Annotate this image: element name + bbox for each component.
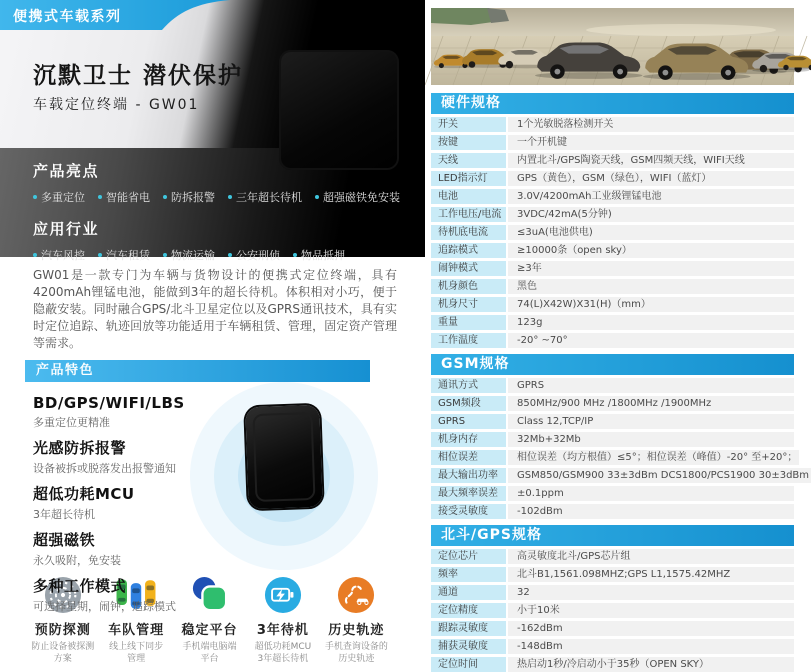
bullet-dot-icon	[33, 195, 37, 199]
spec-value: ≥10000条（open sky）	[508, 243, 794, 258]
spec-value: GSM850/GSM900 33±3dBm DCS1800/PCS1900 30±3dBm	[508, 468, 811, 483]
table-row	[431, 171, 794, 186]
spec-value: ±0.1ppm	[508, 486, 794, 501]
benefit-title: 历史轨迹	[320, 619, 393, 638]
spec-value: GPS（黄色），GSM（绿色），WIFI（蓝灯）	[508, 171, 794, 186]
spec-value: 74(L)X42W)X31(H)（mm）	[508, 297, 794, 312]
feature-title: 超低功耗MCU	[33, 483, 425, 504]
benefit-title: 车队管理	[99, 619, 172, 638]
benefit-standby: 3年待机 超低功耗MCU 3年超长待机	[246, 575, 319, 665]
feature-item	[33, 529, 425, 568]
spec-value: 北斗B1,1561.098MHZ;GPS L1,1575.42MHZ	[508, 567, 794, 582]
industry-item: 公安刑侦	[228, 247, 280, 263]
table-row	[431, 378, 794, 393]
highlight-item: 智能省电	[98, 189, 150, 205]
table-row	[431, 189, 794, 204]
bullet-dot-icon	[228, 253, 232, 257]
spec-label: LED指示灯	[431, 171, 506, 186]
feature-item	[33, 394, 425, 430]
benefit-platform: 稳定平台 手机端电脑端 平台	[173, 575, 246, 665]
table-row	[431, 225, 794, 240]
spec-label: 接受灵敏度	[431, 504, 506, 519]
table-row	[431, 117, 794, 132]
feature-desc: 设备被拆或脱落发出报警通知	[33, 460, 425, 476]
spec-label: 最大频率误差	[431, 486, 506, 501]
industry-item: 汽车租赁	[98, 247, 150, 263]
spec-value: 热启动1秒/冷启动小于35秒（OPEN SKY）	[508, 657, 794, 672]
table-row	[431, 450, 794, 465]
spec-value: 3.0V/4200mAh工业级锂锰电池	[508, 189, 794, 204]
spec-label: 待机底电流	[431, 225, 506, 240]
spec-value: 32	[508, 585, 794, 600]
spec-label: 按键	[431, 135, 506, 150]
table-row	[431, 207, 794, 222]
spec-label: 捕获灵敏度	[431, 639, 506, 654]
spec-value: GPRS	[508, 378, 794, 393]
spec-label: 定位时间	[431, 657, 506, 672]
gsm-specs-header: GSM规格	[431, 354, 794, 375]
spec-label: 追踪模式	[431, 243, 506, 258]
spec-label: 天线	[431, 153, 506, 168]
spec-value: Class 12,TCP/IP	[508, 414, 794, 429]
highlights-title: 产品亮点	[33, 160, 425, 181]
table-row	[431, 333, 794, 348]
benefit-title: 稳定平台	[173, 619, 246, 638]
spec-label: 频率	[431, 567, 506, 582]
feature-item	[33, 483, 425, 522]
hardware-specs-header: 硬件规格	[431, 93, 794, 114]
features-section	[0, 382, 425, 572]
right-panel	[425, 0, 800, 648]
spec-label: GPRS	[431, 414, 506, 429]
industry-item: 物品抵押	[293, 247, 345, 263]
bullet-dot-icon	[315, 195, 319, 199]
feature-title: 超强磁铁	[33, 529, 425, 550]
spec-value: 850MHz/900 MHz /1800MHz /1900MHz	[508, 396, 794, 411]
feature-list	[0, 382, 425, 614]
spec-label: 开关	[431, 117, 506, 132]
bullet-dot-icon	[98, 195, 102, 199]
feature-item	[33, 437, 425, 476]
benefit-history: 历史轨迹 手机查询设备的 历史轨迹	[320, 575, 393, 665]
hardware-specs-table	[431, 117, 794, 348]
industry-item: 汽车风控	[33, 247, 85, 263]
table-row	[431, 639, 794, 654]
table-row	[431, 585, 794, 600]
bullet-dot-icon	[163, 253, 167, 257]
spec-label: 机身颜色	[431, 279, 506, 294]
feature-desc: 3年超长待机	[33, 506, 425, 522]
bdgps-specs-header: 北斗/GPS规格	[431, 525, 794, 546]
spec-label: 通道	[431, 585, 506, 600]
spec-value: 3VDC/42mA(5分钟)	[508, 207, 794, 222]
benefit-detection: 预防探测 防止设备被探测 方案	[26, 575, 99, 665]
spec-label: 工作电压/电流	[431, 207, 506, 222]
table-row	[431, 315, 794, 330]
feature-desc: 多重定位更精准	[33, 414, 425, 430]
highlight-item: 多重定位	[33, 189, 85, 205]
table-row	[431, 396, 794, 411]
spec-value: 高灵敏度北斗/GPS芯片组	[508, 549, 794, 564]
table-row	[431, 414, 794, 429]
spec-label: 通讯方式	[431, 378, 506, 393]
bullet-dot-icon	[163, 195, 167, 199]
feature-desc: 永久吸附，免安装	[33, 552, 425, 568]
model-subtitle: 车载定位终端 - GW01	[33, 94, 199, 114]
feature-title: BD/GPS/WIFI/LBS	[33, 394, 425, 412]
spec-label: 定位芯片	[431, 549, 506, 564]
bullet-dot-icon	[33, 253, 37, 257]
spec-value: 小于10米	[508, 603, 794, 618]
spec-label: 重量	[431, 315, 506, 330]
spec-label: 机身内存	[431, 432, 506, 447]
series-label: 便携式车载系列	[13, 6, 122, 26]
benefit-title: 预防探测	[26, 619, 99, 638]
series-banner	[0, 0, 232, 30]
bullet-dot-icon	[293, 253, 297, 257]
feature-title: 光感防拆报警	[33, 437, 425, 458]
spec-value: 一个开机键	[508, 135, 794, 150]
industry-item: 物流运输	[163, 247, 215, 263]
page-title: 沉默卫士 潜伏保护	[33, 57, 243, 90]
benefit-fleet: 车队管理 线上线下同步 管理	[99, 575, 172, 665]
spec-value: 1个光敏脱落检测开关	[508, 117, 794, 132]
highlight-item: 防拆报警	[163, 189, 215, 205]
spec-value: 相位误差（均方根值）≤5°；相位误差（峰值）-20° 至+20°；	[508, 450, 799, 465]
table-row	[431, 279, 794, 294]
table-row	[431, 297, 794, 312]
cars-photo	[431, 8, 794, 85]
spec-label: 定位精度	[431, 603, 506, 618]
product-description: GW01是一款专门为车辆与货物设计的便携式定位终端，具有4200mAh锂锰电池，能做到3年的超长待机。体积相对小巧，便于隐蔽安装。同时融合GPS/北斗卫星定位以及GPRS通讯技术，具有实时定位追踪、轨迹回放等功能适用于车辆租赁、管理，固定资产管理等需求。	[0, 257, 425, 352]
highlight-item: 三年超长待机	[228, 189, 302, 205]
industries-title: 应用行业	[33, 218, 425, 239]
feature-item	[33, 575, 425, 614]
spec-label: 工作温度	[431, 333, 506, 348]
tracker-device-photo	[279, 50, 399, 170]
spec-value: 123g	[508, 315, 794, 330]
feature-desc: 可选择星期，闹钟，追踪模式	[33, 598, 425, 614]
spec-value: 黑色	[508, 279, 794, 294]
table-row	[431, 549, 794, 564]
table-row	[431, 261, 794, 276]
spec-value: ≤3uA(电池供电)	[508, 225, 794, 240]
bullet-dot-icon	[98, 253, 102, 257]
hero-section	[0, 0, 425, 148]
spec-label: 机身尺寸	[431, 297, 506, 312]
bdgps-specs-table	[431, 549, 794, 672]
spec-label: 电池	[431, 189, 506, 204]
spec-label: 最大输出功率	[431, 468, 506, 483]
bullet-dot-icon	[228, 195, 232, 199]
table-row	[431, 153, 794, 168]
spec-value: -102dBm	[508, 504, 794, 519]
table-row	[431, 486, 794, 501]
spec-label: GSM频段	[431, 396, 506, 411]
spec-value: -20° ~70°	[508, 333, 794, 348]
spec-label: 闹钟模式	[431, 261, 506, 276]
table-row	[431, 432, 794, 447]
spec-value: 32Mb+32Mb	[508, 432, 794, 447]
benefit-title: 3年待机	[246, 619, 319, 638]
table-row	[431, 621, 794, 636]
table-row	[431, 135, 794, 150]
table-row	[431, 504, 794, 519]
spec-label: 相位误差	[431, 450, 506, 465]
spec-label: 跟踪灵敏度	[431, 621, 506, 636]
spec-value: ≥3年	[508, 261, 794, 276]
gsm-specs-table	[431, 378, 794, 519]
spec-value: 内置北斗/GPS陶瓷天线，GSM四频天线，WIFI天线	[508, 153, 794, 168]
feature-title: 多种工作模式	[33, 575, 425, 596]
highlights-list	[33, 189, 425, 205]
table-row	[431, 243, 794, 258]
table-row	[431, 603, 794, 618]
highlight-item: 超强磁铁免安装	[315, 189, 400, 205]
table-row	[431, 567, 794, 582]
spec-value: -148dBm	[508, 639, 794, 654]
table-row	[431, 468, 794, 483]
spec-value: -162dBm	[508, 621, 794, 636]
table-row	[431, 657, 794, 672]
features-banner: 产品特色	[25, 360, 370, 382]
